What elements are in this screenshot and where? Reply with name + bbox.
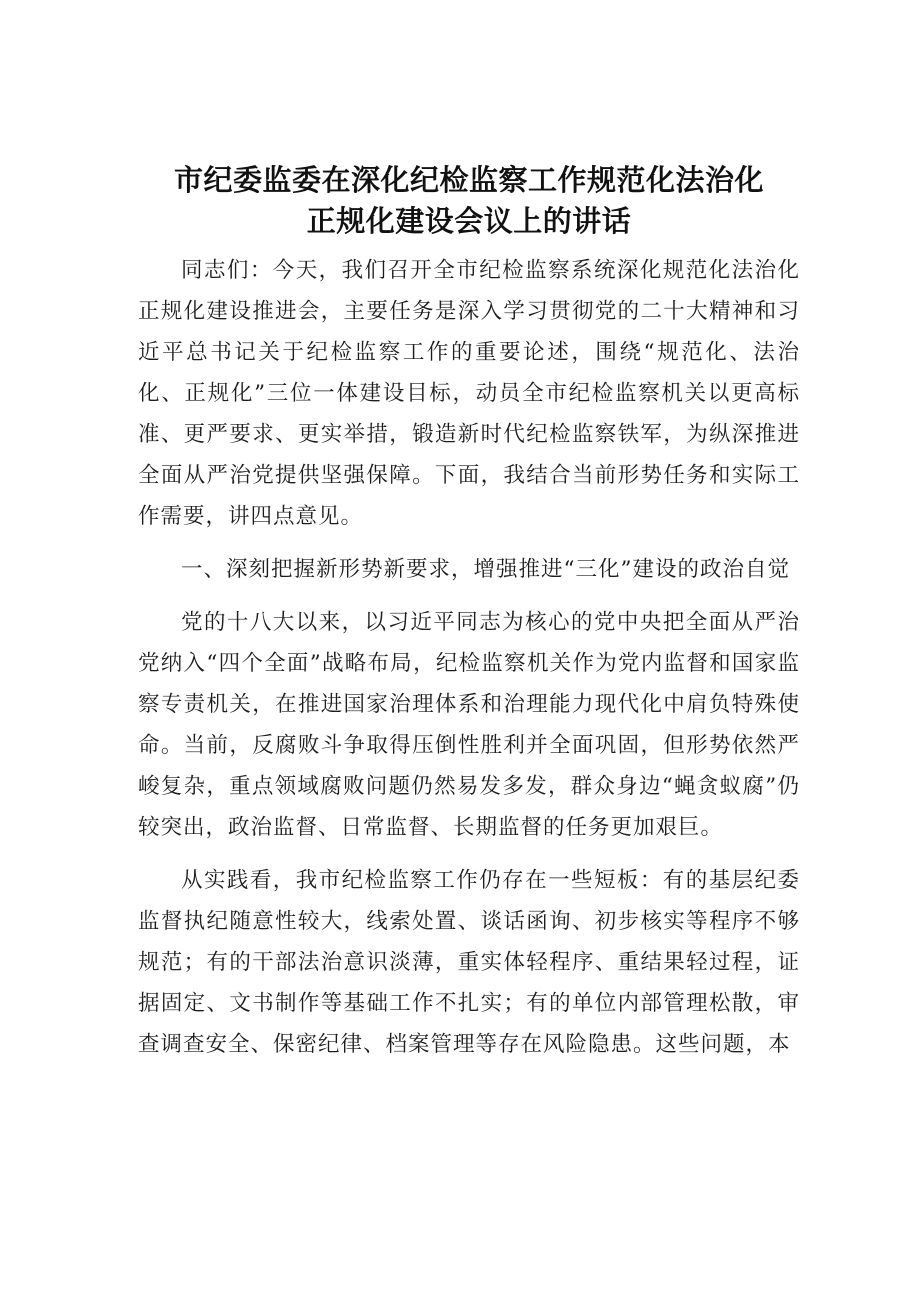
title-line-2: 正规化建设会议上的讲话 [306,204,632,238]
document-title [138,160,800,242]
title-line-1: 市纪委监委在深化纪检监察工作规范化法治化 [173,163,764,197]
paragraph-opening: 同志们：今天，我们召开全市纪检监察系统深化规范化法治化正规化建设推进会，主要任务是深入学习贯彻党的二十大精神和习近平总书记关于纪检监察工作的重要论述，围绕“规范化、法治化、正规化”三位一体建设目标，动员全市纪检监察机关以更高标准、更严要求、更实举措，锻造新时代纪检监察铁军，为纵深推进全面从严治党提供坚强保障。下面，我结合当前形势任务和实际工作需要，讲四点意见。 [138,258,800,529]
document-page [138,160,800,1077]
section-heading-1: 一、深刻把握新形势新要求，增强推进“三化”建设的政治自觉 [181,557,790,582]
paragraph-situation: 党的十八大以来，以习近平同志为核心的党中央把全面从严治党纳入“四个全面”战略布局，纪检监察机关作为党内监督和国家监察专责机关，在推进国家治理体系和治理能力现代化中肩负特殊使命。当前，反腐败斗争取得压倒性胜利并全面巩固，但形势依然严峻复杂，重点领域腐败问题仍然易发多发，群众身边“蝇贪蚁腐”仍较突出，政治监督、日常监督、长期监督的任务更加艰巨。 [138,610,800,840]
paragraph-shortcomings: 从实践看，我市纪检监察工作仍存在一些短板：有的基层纪委监督执纪随意性较大，线索处置、谈话函询、初步核实等程序不够规范；有的干部法治意识淡薄，重实体轻程序、重结果轻过程，证据固定、文书制作等基础工作不扎实；有的单位内部管理松散，审查调查安全、保密纪律、档案管理等存在风险隐患。这些问题，本 [138,868,800,1057]
